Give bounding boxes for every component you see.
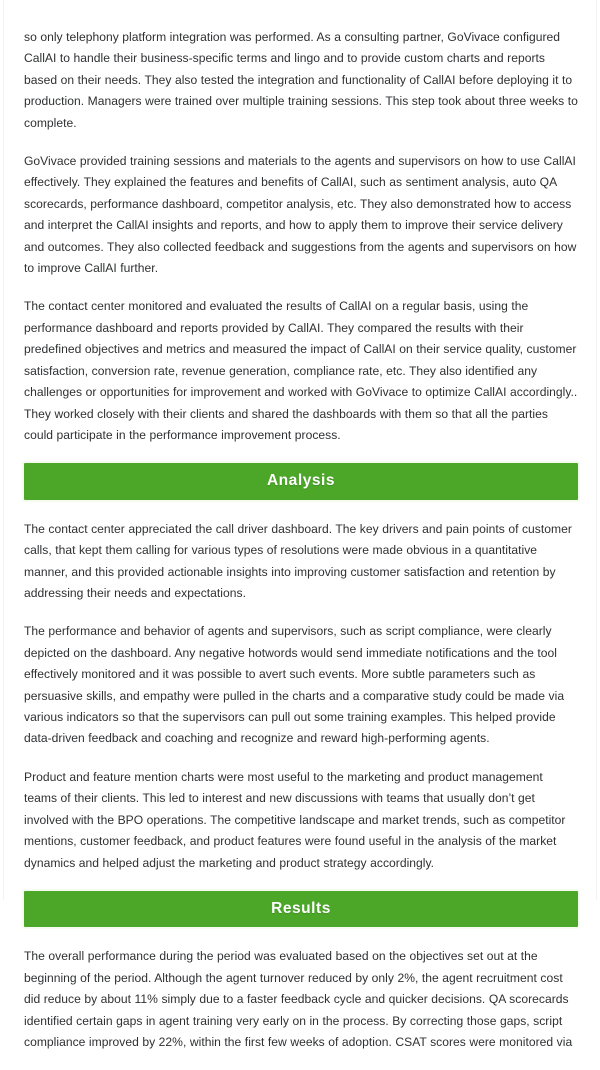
paragraph-training-sessions: GoVivace provided training sessions and materials to the agents and supervisors on how to use CallAI effectively. They explained the features and benefits of CallAI, such as sentiment analysis, auto QA scorecards, performance dashboard, competitor analysis, etc. They also demonstrated how to access and interpret the CallAI insights and reports, and how to apply them to improve their service delivery and outcomes. They also collected feedback and suggestions from the agents and supervisors on how to improve CallAI further. [24, 154, 577, 276]
section-heading-results: Results [24, 891, 578, 928]
page-right-gutter-rule [596, 0, 597, 900]
paragraph-product-feature-mentions: Product and feature mention charts were most useful to the marketing and product management teams of their clients. This led to interest and new discussions with teams that usually don’t get involved with the BPO operations. The competitive landscape and market trends, such as competitor mentions, customer feedback, and product features were found useful in the analysis of the market dynamics and helped adjust the marketing and product strategy accordingly. [24, 769, 566, 870]
paragraph-call-driver-dashboard: The contact center appreciated the call driver dashboard. The key drivers and pain points of customer calls, that kept them calling for various types of resolutions were made obvious in a quantitative manner, and this provided actionable insights into improving customer satisfaction and retention by addressing their needs and expectations. [24, 521, 572, 601]
document-content [24, 0, 578, 1070]
paragraph-overall-performance: The overall performance during the period was evaluated based on the objectives set out at the beginning of the period. Although the agent turnover reduced by only 2%, the agent recruitment cost did reduce by about 11% simply due to a faster feedback cycle and quicker decisions. QA scorecards identified certain gaps in agent training very early on in the process. By correcting those gaps, script compliance improved by 22%, within the first few weeks of adoption. CSAT scores were monitored via [24, 949, 573, 1050]
page-left-gutter-rule [3, 0, 4, 900]
paragraph-monitoring-evaluation: The contact center monitored and evaluated the results of CallAI on a regular basis, using the performance dashboard and reports provided by CallAI. They compared the results with their predefined objectives and metrics and measured the impact of CallAI on their service quality, customer satisfaction, conversion rate, revenue generation, compliance rate, etc. They also identified any challenges or opportunities for improvement and worked with GoVivace to optimize CallAI accordingly.. They worked closely with their clients and shared the dashboards with them so that all the parties could participate in the performance improvement process. [24, 299, 578, 442]
section-heading-analysis: Analysis [24, 463, 578, 500]
paragraph-agent-performance-behavior: The performance and behavior of agents and supervisors, such as script compliance, were clearly depicted on the dashboard. Any negative hotwords would send immediate notifications and the tool effectively monitored and it was possible to avert such events. More subtle parameters such as persuasive skills, and empathy were pulled in the charts and a comparative study could be made via various indicators so that the supervisors can pull out some training examples. This helped provide data-driven feedback and coaching and recognize and reward high-performing agents. [24, 624, 565, 746]
paragraph-continued-implementation: so only telephony platform integration was performed. As a consulting partner, GoVivace configured CallAI to handle their business-specific terms and lingo and to provide custom charts and reports based on their needs. They also tested the integration and functionality of CallAI before deploying it to production. Managers were trained over multiple training sessions. This step took about three weeks to complete. [24, 30, 578, 130]
